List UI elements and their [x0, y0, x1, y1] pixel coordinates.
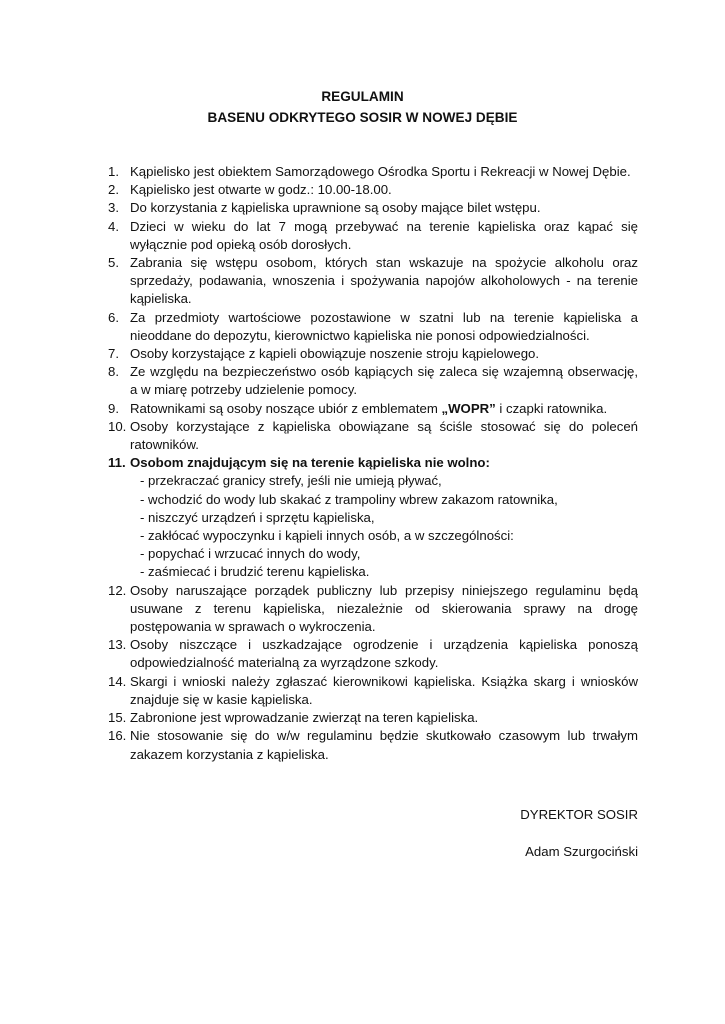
rule-9 [108, 400, 638, 418]
rule-number: 11. [108, 455, 126, 471]
rule-number: 6. [108, 309, 119, 325]
rule-number: 14. [108, 673, 127, 689]
title-line-1: REGULAMIN [321, 89, 404, 104]
document-title [0, 86, 725, 128]
rule-4 [108, 218, 638, 254]
prohibition-item: - zaśmiecać i brudzić terenu kąpieliska. [140, 564, 370, 580]
rule-number: 10. [108, 418, 127, 434]
rule-number: 3. [108, 200, 119, 216]
rule-text: Kąpielisko jest otwarte w godz.: 10.00-18.00. [130, 182, 392, 198]
prohibition-item: - popychać i wrzucać innych do wody, [140, 546, 361, 562]
signature-name: Adam Szurgociński [525, 844, 638, 859]
rule-number: 8. [108, 364, 119, 380]
rule-text: Do korzystania z kąpieliska uprawnione są osoby mające bilet wstępu. [130, 200, 541, 216]
rule-number: 7. [108, 346, 119, 362]
rule-number: 9. [108, 400, 119, 416]
rule-14 [108, 673, 638, 709]
rule-11 [108, 454, 638, 581]
rule-number: 5. [108, 255, 119, 271]
rule-text-part: i czapki ratownika. [495, 400, 608, 416]
rule-text: Nie stosowanie się do w/w regulaminu będzie skutkowało czasowym lub trwałym zakazem korzystania z kąpieliska. [130, 728, 638, 762]
rule-number: 16. [108, 728, 127, 744]
rule-text-part: Ratownikami są osoby noszące ubiór z emblematem [130, 400, 442, 416]
rule-text: Za przedmioty wartościowe pozostawione w szatni lub na terenie kąpieliska a nieoddane do depozytu, kierownictwo kąpieliska nie ponosi odpowiedzialności. [130, 309, 638, 343]
rule-number: 15. [108, 710, 127, 726]
prohibition-item: - zakłócać wypoczynku i kąpieli innych osób, a w szczególności: [140, 528, 514, 544]
rule-6 [108, 309, 638, 345]
rule-text: Zabronione jest wprowadzanie zwierząt na teren kąpieliska. [130, 710, 479, 726]
title-line-2: BASENU ODKRYTEGO SOSIR W NOWEJ DĘBIE [207, 110, 518, 125]
rule-15 [108, 709, 638, 727]
rule-text: Dzieci w wieku do lat 7 mogą przebywać na terenie kąpieliska oraz kąpać się wyłącznie pod opieką osób dorosłych. [130, 218, 638, 252]
rule-text: Kąpielisko jest obiektem Samorządowego Ośrodka Sportu i Rekreacji w Nowej Dębie. [130, 164, 631, 179]
rule-13 [108, 636, 638, 672]
rules-list [108, 163, 638, 764]
rule-heading: Osobom znajdującym się na terenie kąpieliska nie wolno: [130, 455, 490, 471]
rule-number: 12. [108, 582, 127, 598]
rule-8 [108, 363, 638, 399]
prohibition-item: - niszczyć urządzeń i sprzętu kąpieliska, [140, 509, 375, 525]
rule-text: Osoby niszczące i uszkadzające ogrodzenie i urządzenia kąpieliska ponoszą odpowiedzialność materialną za wyrządzone szkody. [130, 637, 638, 671]
rule-number: 13. [108, 637, 127, 653]
rule-16 [108, 727, 638, 763]
rule-text: Ze względu na bezpieczeństwo osób kąpiących się zaleca się wzajemną obserwację, a w miarę potrzeby udzielenie pomocy. [130, 364, 638, 398]
rule-number: 1. [108, 164, 119, 179]
rule-text: Zabrania się wstępu osobom, których stan wskazuje na spożycie alkoholu oraz sprzedaży, podawania, wnoszenia i spożywania napojów alkoholowych - na terenie kąpieliska. [130, 255, 638, 307]
rule-12 [108, 582, 638, 637]
prohibition-item: - przekraczać granicy strefy, jeśli nie umieją pływać, [140, 473, 442, 489]
rule-text [130, 400, 638, 418]
rule-7 [108, 345, 638, 363]
signature-role: DYREKTOR SOSIR [520, 807, 638, 822]
rule-2 [108, 181, 638, 199]
rule-10 [108, 418, 638, 454]
rule-text: Osoby korzystające z kąpieliska obowiązane są ściśle stosować się do poleceń ratowników. [130, 418, 638, 453]
prohibitions-list [130, 472, 638, 581]
prohibition-item: - wchodzić do wody lub skakać z trampoliny wbrew zakazom ratownika, [140, 491, 558, 507]
rule-number: 2. [108, 182, 119, 198]
rule-text: Skargi i wnioski należy zgłaszać kierownikowi kąpieliska. Książka skarg i wniosków znajduje się w kasie kąpieliska. [130, 673, 638, 707]
rule-text: Osoby korzystające z kąpieli obowiązuje noszenie stroju kąpielowego. [130, 346, 540, 362]
rule-number: 4. [108, 218, 119, 234]
rule-5 [108, 254, 638, 309]
wopr-emblem-label: „WOPR” [441, 400, 496, 416]
rule-1 [108, 163, 638, 181]
rule-3 [108, 199, 638, 217]
rule-text: Osoby naruszające porządek publiczny lub przepisy niniejszego regulaminu będą usuwane z terenu kąpieliska, niezależnie od skierowania sprawy na drogę postępowania w sprawach o wykroczenia. [130, 582, 638, 635]
